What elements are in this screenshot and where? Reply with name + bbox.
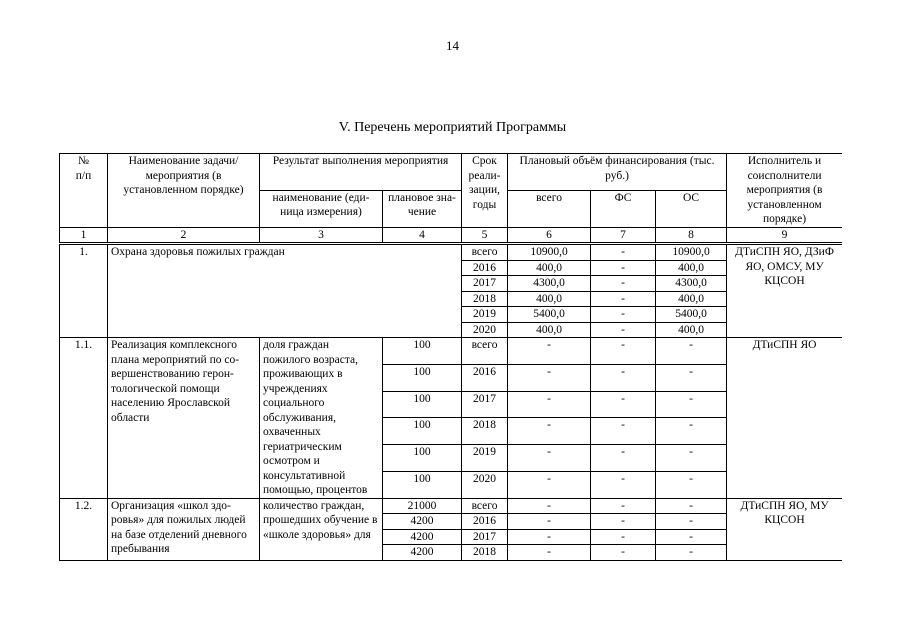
header-task: Наименование задачи/мероприятия (в установленном порядке) [108, 154, 260, 228]
finance-total: - [508, 338, 591, 365]
finance-total: - [508, 471, 591, 498]
term-year: 2019 [462, 307, 508, 323]
finance-total: - [508, 418, 591, 445]
finance-os: 5400,0 [656, 307, 727, 323]
finance-os: 10900,0 [656, 244, 727, 261]
finance-fs: - [591, 260, 656, 276]
finance-total: 4300,0 [508, 276, 591, 292]
col-number: 9 [727, 227, 842, 244]
term-year: всего [462, 338, 508, 365]
finance-total: 5400,0 [508, 307, 591, 323]
finance-fs: - [591, 445, 656, 472]
finance-os: 4300,0 [656, 276, 727, 292]
term-year: всего [462, 498, 508, 514]
planned-value: 21000 [383, 498, 462, 514]
header-result-plan: плановое зна-чение [383, 190, 462, 227]
planned-value: 100 [383, 391, 462, 418]
executor: ДТиСПН ЯО, МУ КЦСОН [727, 498, 842, 560]
finance-fs: - [591, 498, 656, 514]
header-term: Срок реали-зации, годы [462, 154, 508, 228]
term-year: 2018 [462, 291, 508, 307]
program-measures-table-wrapper [59, 153, 842, 640]
finance-total: 400,0 [508, 322, 591, 338]
term-year: 2016 [462, 514, 508, 530]
finance-os: - [656, 391, 727, 418]
planned-value: 100 [383, 471, 462, 498]
planned-value: 4200 [383, 514, 462, 530]
finance-os: 400,0 [656, 291, 727, 307]
finance-total: - [508, 445, 591, 472]
finance-fs: - [591, 529, 656, 545]
col-number: 7 [591, 227, 656, 244]
term-year: 2016 [462, 364, 508, 391]
measure-number: 1.1. [60, 338, 108, 499]
measure-number: 1.2. [60, 498, 108, 560]
page-number: 14 [446, 38, 459, 53]
finance-total: - [508, 364, 591, 391]
finance-total: 400,0 [508, 291, 591, 307]
col-number: 1 [60, 227, 108, 244]
table-body [60, 154, 843, 561]
term-year: 2016 [462, 260, 508, 276]
finance-fs: - [591, 364, 656, 391]
term-year: 2017 [462, 529, 508, 545]
finance-fs: - [591, 307, 656, 323]
measure-number: 1. [60, 244, 108, 338]
finance-fs: - [591, 276, 656, 292]
finance-os: - [656, 529, 727, 545]
executor: ДТиСПН ЯО [727, 338, 842, 499]
header-fin-fs: ФС [591, 190, 656, 227]
finance-fs: - [591, 244, 656, 261]
finance-total: - [508, 514, 591, 530]
table-row [60, 498, 843, 514]
finance-fs: - [591, 322, 656, 338]
finance-fs: - [591, 514, 656, 530]
finance-fs: - [591, 391, 656, 418]
header-result-group: Результат выполнения мероприятия [260, 154, 462, 191]
program-measures-table [59, 153, 842, 561]
term-year: 2020 [462, 471, 508, 498]
header-finance-group: Плановый объём финансирования (тыс. руб.) [508, 154, 727, 191]
page-title: V. Перечень мероприятий Программы [338, 120, 567, 135]
term-year: всего [462, 244, 508, 261]
finance-os: - [656, 545, 727, 561]
col-number: 8 [656, 227, 727, 244]
col-number: 5 [462, 227, 508, 244]
planned-value: 4200 [383, 545, 462, 561]
col-number: 4 [383, 227, 462, 244]
finance-total: 10900,0 [508, 244, 591, 261]
planned-value: 4200 [383, 529, 462, 545]
table-row [60, 338, 843, 365]
finance-total: - [508, 545, 591, 561]
planned-value: 100 [383, 338, 462, 365]
finance-os: - [656, 338, 727, 365]
finance-fs: - [591, 471, 656, 498]
term-year: 2018 [462, 545, 508, 561]
term-year: 2017 [462, 276, 508, 292]
finance-os: 400,0 [656, 260, 727, 276]
header-fin-total: всего [508, 190, 591, 227]
col-number: 3 [260, 227, 383, 244]
finance-os: - [656, 445, 727, 472]
term-year: 2018 [462, 418, 508, 445]
header-num: № п/п [60, 154, 108, 228]
planned-value: 100 [383, 418, 462, 445]
col-number: 6 [508, 227, 591, 244]
finance-os: - [656, 498, 727, 514]
finance-fs: - [591, 291, 656, 307]
executor: ДТиСПН ЯО, ДЗиФ ЯО, ОМСУ, МУ КЦСОН [727, 244, 842, 338]
column-numbers-row [60, 227, 843, 244]
header-fin-os: ОС [656, 190, 727, 227]
measure-name: Охрана здоровья пожилых граждан [108, 244, 462, 338]
finance-os: - [656, 471, 727, 498]
finance-total: - [508, 498, 591, 514]
finance-total: - [508, 391, 591, 418]
result-indicator: доля граждан пожилого возраста, проживающих в учреждениях социального обслуживания, охваченных гериатрическим осмотром и консультативной помощью, процентов [260, 338, 383, 499]
term-year: 2019 [462, 445, 508, 472]
header-row-1 [60, 154, 843, 191]
finance-total: - [508, 529, 591, 545]
result-indicator: количество граждан, прошедших обучение в «школе здоровья» для [260, 498, 383, 560]
term-year: 2017 [462, 391, 508, 418]
finance-fs: - [591, 418, 656, 445]
finance-total: 400,0 [508, 260, 591, 276]
finance-os: - [656, 514, 727, 530]
term-year: 2020 [462, 322, 508, 338]
finance-fs: - [591, 338, 656, 365]
header-result-name: наименование (еди-ница измерения) [260, 190, 383, 227]
planned-value: 100 [383, 364, 462, 391]
measure-name: Реализация комплексного плана мероприятий по со-вершенствованию герон-тологической помощи населению Ярославской области [108, 338, 260, 499]
table-row [60, 244, 843, 261]
col-number: 2 [108, 227, 260, 244]
measure-name: Организация «школ здо-ровья» для пожилых людей на базе отделений дневного пребывания [108, 498, 260, 560]
finance-os: 400,0 [656, 322, 727, 338]
finance-os: - [656, 364, 727, 391]
finance-fs: - [591, 545, 656, 561]
header-executor: Исполнитель и соисполнители мероприятия (в установленном порядке) [727, 154, 842, 228]
finance-os: - [656, 418, 727, 445]
planned-value: 100 [383, 445, 462, 472]
